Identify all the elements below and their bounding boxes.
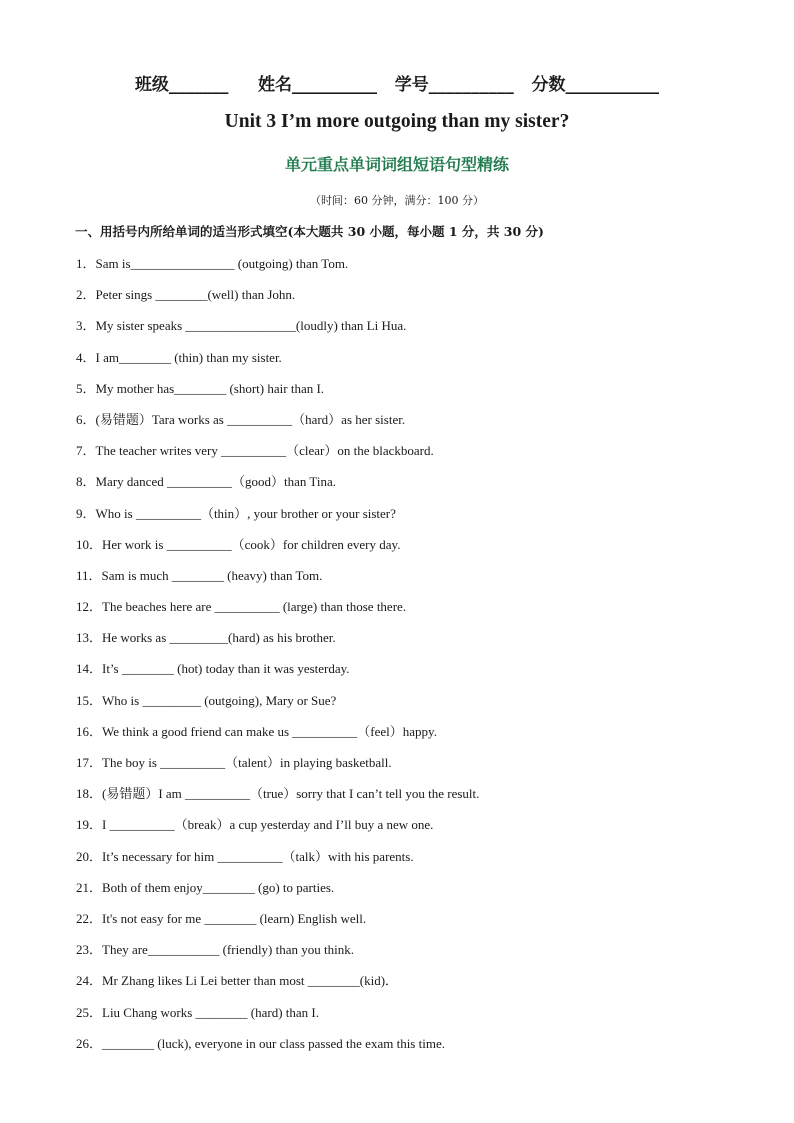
question-item: 16．We think a good friend can make us __________（feel）happy. <box>76 723 437 739</box>
question-item: 25．Liu Chang works ________ (hard) than I. <box>76 1004 319 1020</box>
question-item: 19．I __________（break）a cup yesterday and I’ll buy a new one. <box>76 817 434 833</box>
question-item: 5．My mother has________ (short) hair than I. <box>76 380 325 396</box>
time-score-info: （时间：60 分钟，满分：100 分） <box>310 194 484 207</box>
question-item: 12．The beaches here are __________ (large) than those there. <box>76 599 407 615</box>
question-item: 7．The teacher writes very __________（clear）on the blackboard. <box>76 443 434 459</box>
page-subtitle: 单元重点单词词组短语句型精练 <box>284 155 509 174</box>
question-item: 9．Who is __________（thin）, your brother or your sister? <box>76 505 396 521</box>
question-item: 22．It's not easy for me ________ (learn) English well. <box>76 910 367 926</box>
question-item: 26．________ (luck), everyone in our class passed the exam this time. <box>76 1035 445 1051</box>
question-item: 1．Sam is________________ (outgoing) than Tom. <box>76 256 349 271</box>
question-list <box>76 255 756 1066</box>
question-item: 3．My sister speaks _________________(loudly) than Li Hua. <box>76 318 407 334</box>
question-item: 13．He works as _________(hard) as his brother. <box>76 630 336 646</box>
question-item: 24．Mr Zhang likes Li Lei better than most ________(kid)． <box>76 973 399 989</box>
question-item: 10．Her work is __________（cook）for children every day. <box>76 536 401 552</box>
question-item: 23．They are___________ (friendly) than you think. <box>76 942 354 958</box>
page-title: Unit 3 I’m more outgoing than my sister? <box>224 111 570 132</box>
question-item: 6．(易错题）Tara works as __________（hard）as her sister. <box>76 411 406 427</box>
question-item: 11．Sam is much ________ (heavy) than Tom. <box>76 567 323 583</box>
question-item: 14．It’s ________ (hot) today than it was yesterday. <box>76 661 350 677</box>
question-item: 18．(易错题）I am __________（true）sorry that I can’t tell you the result. <box>76 786 480 802</box>
question-item: 21．Both of them enjoy________ (go) to parties. <box>76 879 335 895</box>
question-item: 2．Peter sings ________(well) than John. <box>76 287 296 303</box>
question-item: 4．I am________ (thin) than my sister. <box>76 349 282 365</box>
section-heading: 一、用括号内所给单词的适当形式填空(本大题共 30 小题，每小题 1 分，共 30 分) <box>75 224 544 239</box>
question-item: 8．Mary danced __________（good）than Tina. <box>76 474 336 490</box>
student-info-header: 班级_______ 姓名__________ 学号__________ 分数___________ <box>134 75 660 95</box>
question-item: 17．The boy is __________（talent）in playing basketball. <box>76 755 392 770</box>
question-item: 20．It’s necessary for him __________（talk）with his parents. <box>76 848 414 864</box>
question-item: 15．Who is _________ (outgoing), Mary or Sue? <box>76 692 337 708</box>
